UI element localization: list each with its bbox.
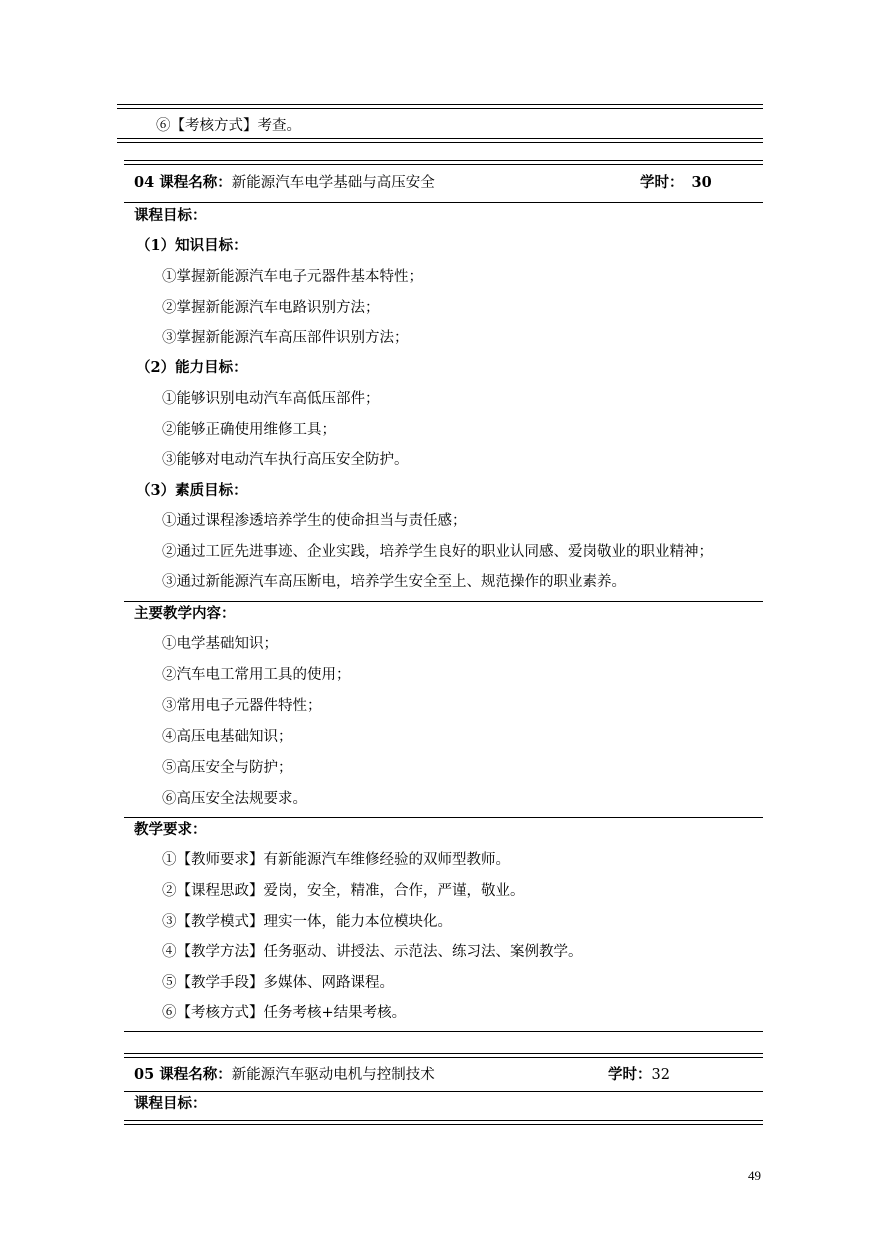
course04-title-divider: [124, 202, 763, 203]
knowledge-item: ①掌握新能源汽车电子元器件基本特性；: [162, 269, 423, 285]
ability-heading: （2）能力目标：: [136, 359, 248, 376]
content-item: ②汽车电工常用工具的使用；: [162, 667, 351, 683]
course04-objectives-heading: 课程目标：: [134, 207, 207, 224]
quality-item: ③通过新能源汽车高压断电，培养学生安全至上、规范操作的职业素养。: [162, 574, 626, 590]
course05-hours: [608, 1065, 670, 1085]
course05-title-divider: [124, 1091, 763, 1092]
quality-item: ①通过课程渗透培养学生的使命担当与责任感；: [162, 513, 467, 529]
course04-bottom-rule: [124, 1031, 763, 1032]
course04-title-label: 04 课程名称：: [134, 174, 232, 191]
requirements-heading: 教学要求：: [134, 821, 207, 838]
requirements-item: ①【教师要求】有新能源汽车维修经验的双师型教师。: [162, 852, 510, 868]
ability-item: ②能够正确使用维修工具；: [162, 422, 336, 438]
ability-item: ③能够对电动汽车执行高压安全防护。: [162, 452, 409, 468]
course04-top-rule: [124, 160, 763, 165]
requirements-item: ③【教学模式】理实一体，能力本位模块化。: [162, 914, 452, 930]
content-item: ⑥高压安全法规要求。: [162, 791, 307, 807]
knowledge-item: ③掌握新能源汽车高压部件识别方法；: [162, 330, 409, 346]
requirements-item: ⑤【教学手段】多媒体、网路课程。: [162, 975, 394, 991]
course05-top-rule: [124, 1053, 763, 1058]
requirements-item: ④【教学方法】任务驱动、讲授法、示范法、练习法、案例教学。: [162, 944, 583, 960]
course05-title-value: 新能源汽车驱动电机与控制技术: [231, 1067, 435, 1083]
course05-title-row: [134, 1065, 435, 1085]
content-item: ①电学基础知识；: [162, 636, 278, 652]
course04-hours-value: 30: [691, 174, 712, 191]
course05-hours-label: 学时：: [608, 1066, 652, 1083]
content-item: ⑤高压安全与防护；: [162, 760, 293, 776]
top-block-top-rule: [117, 104, 763, 109]
quality-heading: （3）素质目标：: [136, 482, 248, 499]
course04-title-row: [134, 173, 435, 193]
ability-item: ①能够识别电动汽车高低压部件；: [162, 391, 380, 407]
page-number: 49: [748, 1168, 761, 1183]
content-requirements-divider: [124, 817, 763, 818]
content-item: ④高压电基础知识；: [162, 729, 293, 745]
requirements-item: ⑥【考核方式】任务考核+结果考核。: [162, 1005, 407, 1021]
content-heading: 主要教学内容：: [134, 605, 236, 622]
content-item: ③常用电子元器件特性；: [162, 698, 322, 714]
course05-title-label: 05 课程名称：: [134, 1066, 232, 1083]
knowledge-heading: （1）知识目标：: [136, 237, 248, 254]
knowledge-item: ②掌握新能源汽车电路识别方法；: [162, 300, 380, 316]
objectives-content-divider: [124, 601, 763, 602]
requirements-item: ②【课程思政】爱岗，安全，精准，合作，严谨，敬业。: [162, 883, 525, 899]
course04-hours-label: 学时：: [640, 174, 684, 191]
course05-hours-value: 32: [651, 1067, 670, 1083]
course04-title-value: 新能源汽车电学基础与高压安全: [231, 175, 435, 191]
top-block-assessment: ⑥【考核方式】考查。: [156, 118, 301, 134]
top-block-bottom-rule: [117, 138, 763, 143]
course05-bottom-rule: [124, 1120, 763, 1125]
course05-objectives-heading: 课程目标：: [134, 1095, 207, 1112]
course04-hours: [640, 173, 712, 193]
quality-item: ②通过工匠先进事迹、企业实践，培养学生良好的职业认同感、爱岗敬业的职业精神；: [162, 544, 713, 560]
